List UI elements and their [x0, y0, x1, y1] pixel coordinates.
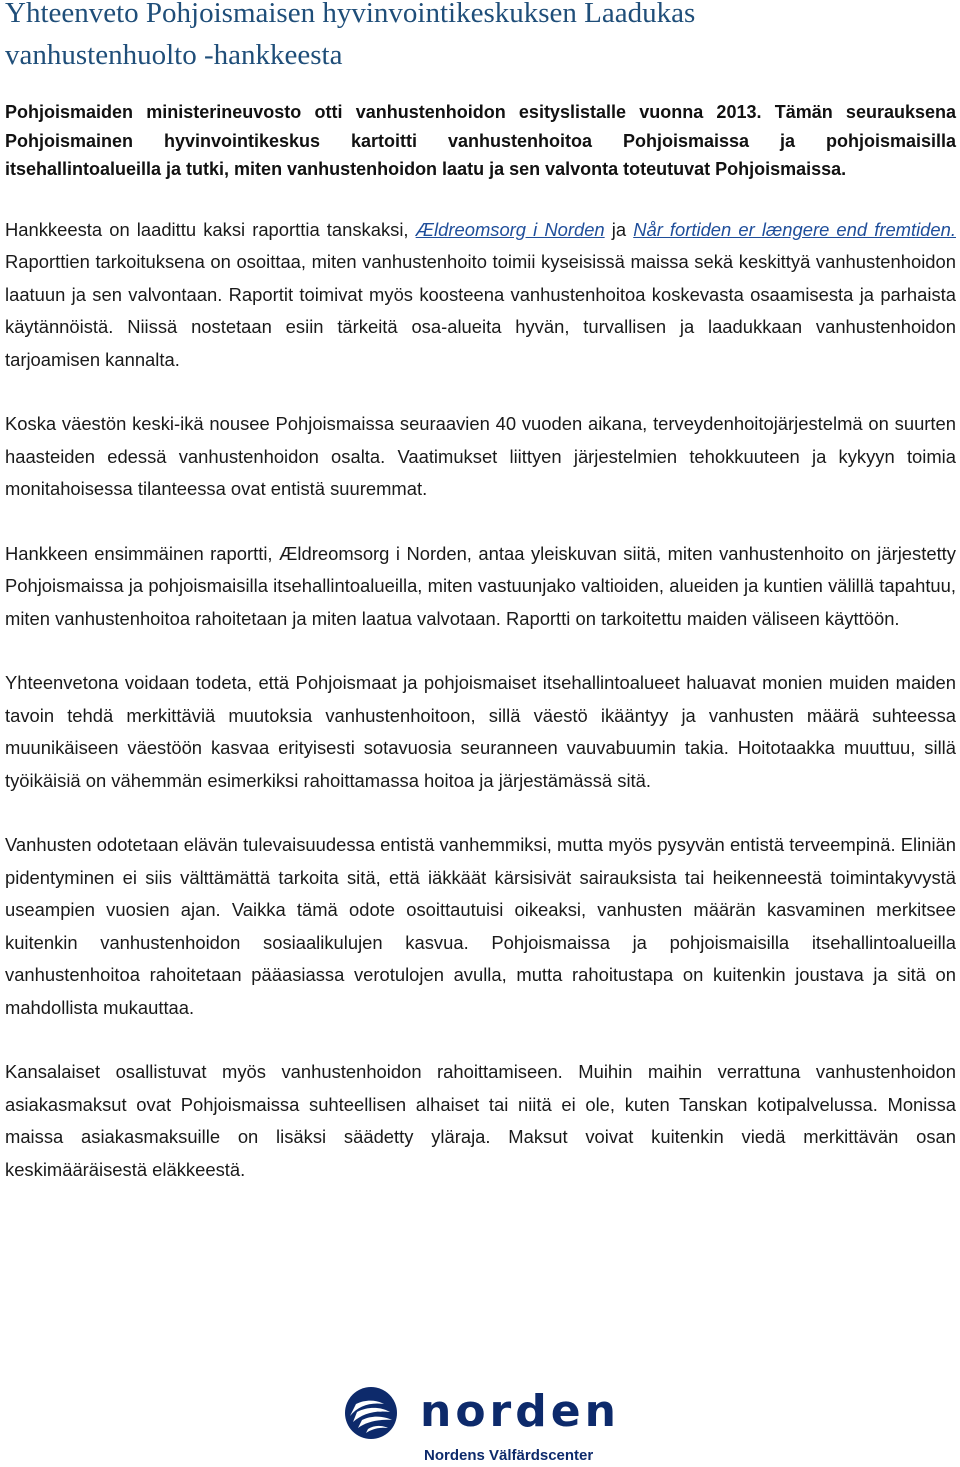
paragraph-life-expectancy: Vanhusten odotetaan elävän tulevaisuudessa entistä vanhemmiksi, mutta myös pysyvän entistä terveempinä. Eliniän pidentyminen ei siis välttämättä tarkoita sitä, että iäkkäät kärsisivät sairauksista tai heikenneestä toimintakyvystä useampien vuosien ajan. Vaikka tämä odote osoittautuisi oikeaksi, vanhusten määrän kasvaminen merkitsee kuitenkin vanhustenhoidon sosiaalikulujen kasvua. Pohjoismaissa ja pohjoismaisilla itsehallintoalueilla vanhustenhoitoa rahoitetaan pääasiassa verotulojen avulla, mutta rahoitustapa on kuitenkin joustava ja sitä on mahdollista mukauttaa.: [5, 834, 956, 1018]
norden-wordmark: norden: [420, 1386, 620, 1437]
link-aeldreomsorg-i-norden[interactable]: Ældreomsorg i Norden: [415, 218, 605, 240]
lead-paragraph: Pohjoismaiden ministerineuvosto otti vanhustenhoidon esityslistalle vuonna 2013. Tämän seurauksena Pohjoismainen hyvinvointikeskus kartoitti vanhustenhoitoa Pohjoismaissa ja pohjoismaisilla itsehallintoalueilla ja tutki, miten vanhustenhoidon laatu ja sen valvonta toteutuvat Pohjoismaissa.: [5, 102, 956, 179]
paragraph-summary: Yhteenvetona voidaan todeta, että Pohjoismaat ja pohjoismaiset itsehallintoalueet haluavat monien muiden maiden tavoin tehdä merkittäviä muutoksia vanhustenhoitoon, sillä väestö ikääntyy ja vanhusten määrä suhteessa muunikäiseen väestöön kasvaa erityisesti sotavuosia seuranneen vauvabuumin takia. Hoitotaakka muuttuu, sillä työikäisiä on vähemmän esimerkiksi rahoittamassa hoitoa ja järjestämässä sitä.: [5, 672, 956, 791]
page-title-line-2: vanhustenhuolto -hankkeesta: [5, 39, 343, 71]
reports-rest-text: Raporttien tarkoituksena on osoittaa, miten vanhustenhoito toimii kyseisissä maissa sekä keskittyä vanhustenhoidon laatuun ja sen valvontaan. Raportit toimivat myös koosteena vanhustenhoitoa koskevasta osaamisesta ja parhaista käytännöistä. Niissä nostetaan esiin tärkeitä osa-alueita hyvän, turvallisen ja laadukkaan vanhustenhoidon tarjoamisen kannalta.: [5, 251, 956, 370]
norden-logo: [344, 1382, 634, 1467]
norden-swan-logo-icon: [344, 1386, 398, 1440]
paragraph-population: Koska väestön keski-ikä nousee Pohjoismaissa seuraavien 40 vuoden aikana, terveydenhoitojärjestelmä on suurten haasteiden edessä vanhustenhoidon osalta. Vaatimukset liittyen järjestelmien tehokkuuteen ja kykyyn toimia monitahoisessa tilanteessa ovat entistä suuremmat.: [5, 413, 956, 499]
logo-subtitle: Nordens Välfärdscenter: [424, 1447, 594, 1464]
paragraph-reports: [5, 214, 956, 377]
document-page: [5, 0, 956, 1186]
reports-intro-text: Hankkeesta on laadittu kaksi raporttia tanskaksi,: [5, 218, 416, 240]
paragraph-financing: Kansalaiset osallistuvat myös vanhustenhoidon rahoittamiseen. Muihin maihin verrattuna vanhustenhoidon asiakasmaksut ovat Pohjoismaissa suhteellisen alhaiset tai niitä ei ole, kuten Tanskan kotipalvelussa. Monissa maissa asiakasmaksuille on lisäksi säädetty yläraja. Maksut voivat kuitenkin viedä merkittävän osan keskimääräisestä eläkkeestä.: [5, 1061, 956, 1180]
page-title-line-1: Yhteenveto Pohjoismaisen hyvinvointikeskuksen Laadukas: [5, 0, 696, 29]
link-naar-fortiden[interactable]: Når fortiden er længere end fremtiden.: [633, 218, 956, 240]
reports-between-text: ja: [604, 218, 634, 240]
paragraph-first-report: Hankkeen ensimmäinen raportti, Ældreomsorg i Norden, antaa yleiskuvan siitä, miten vanhustenhoito on järjestetty Pohjoismaissa ja pohjoismaisilla itsehallintoalueilla, miten vastuunjako valtioiden, alueiden ja kuntien välillä tapahtuu, miten vanhustenhoitoa rahoitetaan ja miten laatua valvotaan. Raportti on tarkoitettu maiden väliseen käyttöön.: [5, 542, 956, 629]
page-title: [5, 0, 956, 76]
